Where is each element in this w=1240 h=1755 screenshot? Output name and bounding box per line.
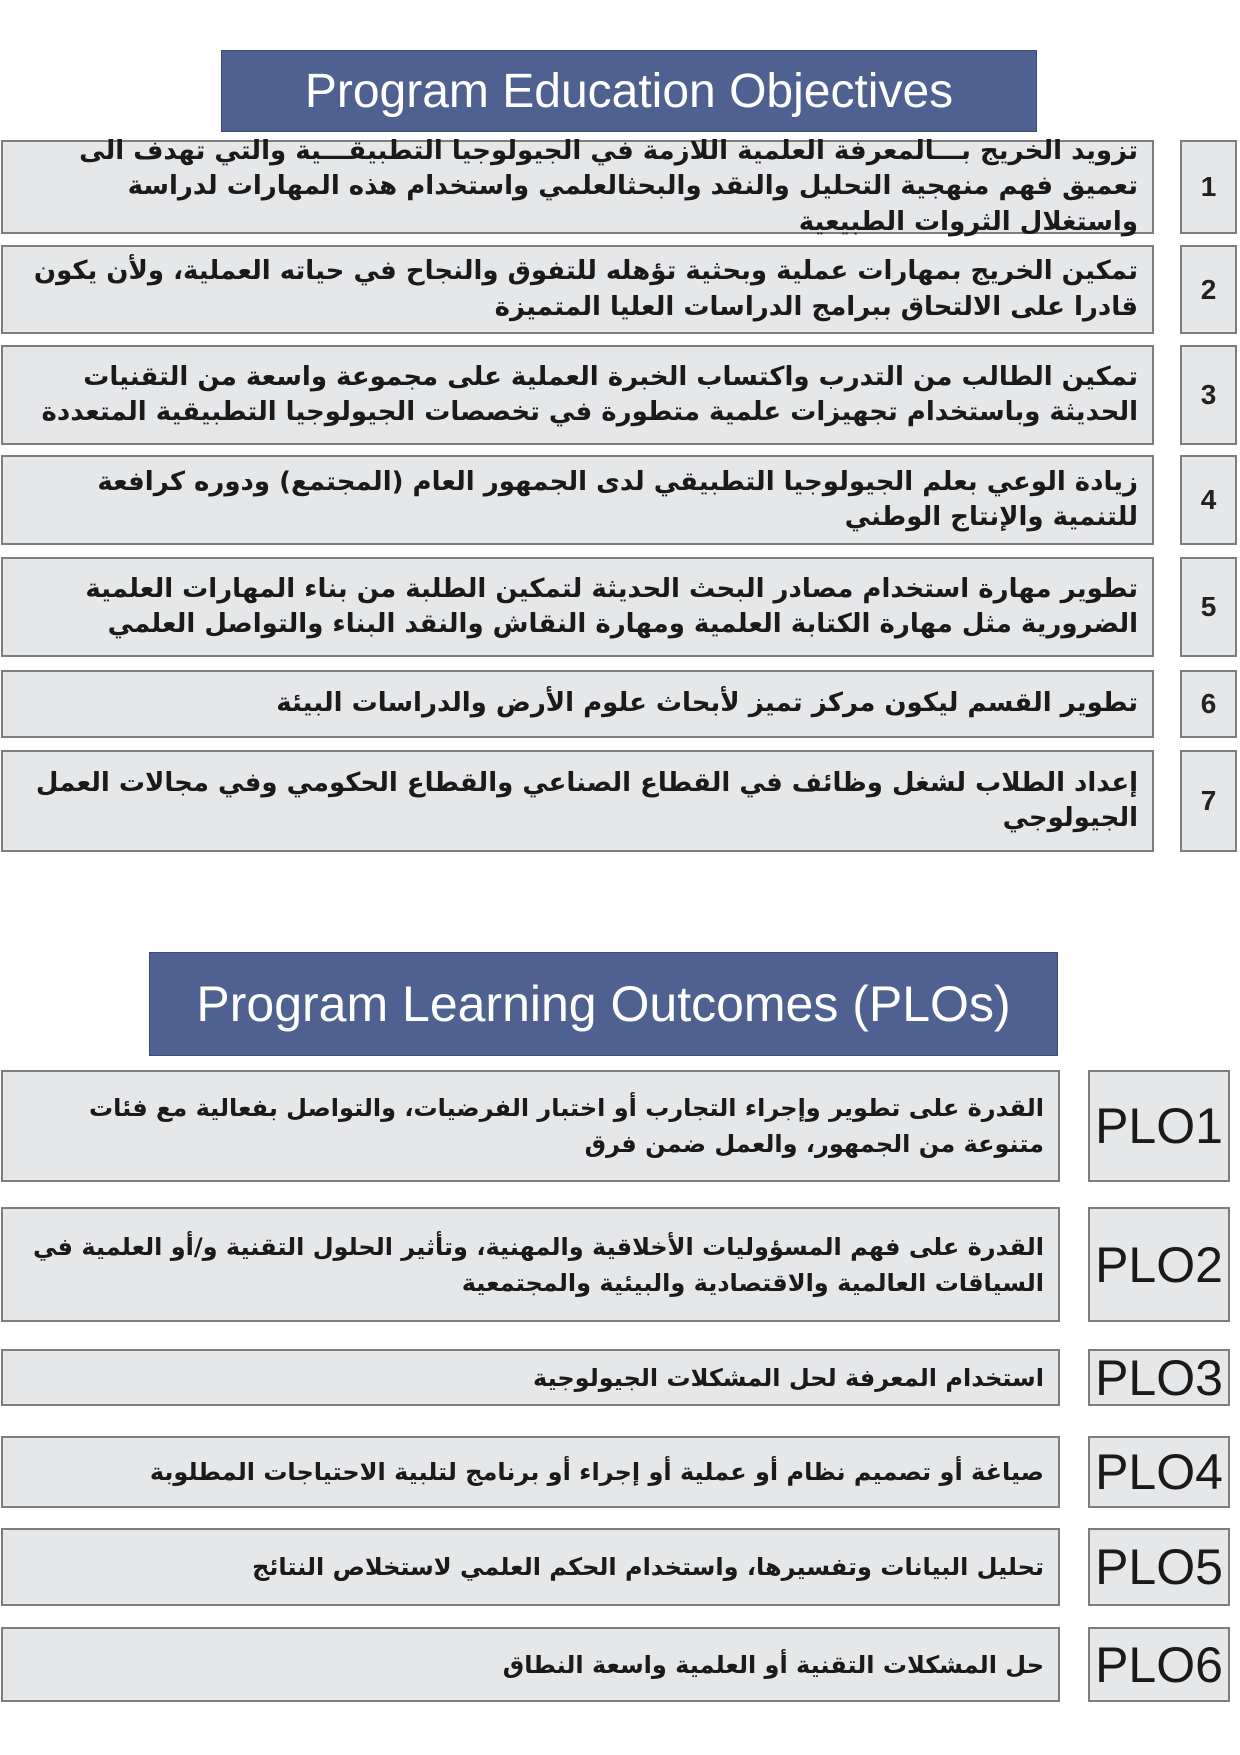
peo-item-3-text-cell [1, 345, 1154, 445]
plo-item-2-code: PLO2 [1095, 1236, 1223, 1293]
peo-item-5-number-cell [1180, 557, 1237, 657]
plo-item-6-text-cell [1, 1627, 1060, 1702]
plo-item-1-code-cell [1088, 1070, 1230, 1182]
peo-item-5-text-cell [1, 557, 1154, 657]
peo-item-2-number-cell [1180, 245, 1237, 334]
plo-item-1-text: القدرة على تطوير وإجراء التجارب أو اختبار الفرضيات، والتواصل بفعالية مع فئات متنوعة من الجمهور، والعمل ضمن فرق [89, 1094, 1044, 1158]
peo-item-7-text: إعداد الطلاب لشغل وظائف في القطاع الصناعي والقطاع الحكومي وفي مجالات العمل الجيولوجي [35, 767, 1138, 833]
peo-item-4-number-cell [1180, 455, 1237, 545]
plo-title: Program Learning Outcomes (PLOs) [196, 976, 1011, 1032]
peo-item-2-text: تمكين الخريج بمهارات عملية وبحثية تؤهله للتفوق والنجاح في حياته العملية، ولأن يكون قادرا على الالتحاق ببرامج الدراسات العليا المتميزة [33, 256, 1138, 322]
plo-item-6-code-cell [1088, 1627, 1230, 1702]
plo-item-3-text-cell [1, 1349, 1060, 1406]
plo-item-4-text: صياغة أو تصميم نظام أو عملية أو إجراء أو برنامج لتلبية الاحتياجات المطلوبة [149, 1458, 1044, 1486]
peo-item-3-text: تمكين الطالب من التدرب واكتساب الخبرة العملية على مجموعة واسعة من التقنيات الحديثة وباستخدام تجهيزات علمية متطورة في تخصصات الجيولوجيا التطبيقية المتعددة [41, 361, 1138, 427]
plo-item-6-code: PLO6 [1095, 1636, 1223, 1693]
peo-item-1-number-cell [1180, 140, 1237, 234]
peo-item-7-number-cell [1180, 750, 1237, 852]
peo-item-6-text-cell [1, 670, 1154, 738]
peo-item-1-text: تزويد الخريج بـــالمعرفة العلمية اللازمة في الجيولوجيا التطبيقـــية والتي تهدف الى تعميق فهم منهجية التحليل والنقد والبحثالعلمي واستخدام هذه المهارات لدراسة واستغلال الثروات الطبيعية [79, 136, 1138, 237]
plo-item-5-text-cell [1, 1528, 1060, 1606]
plo-item-5-text: تحليل البيانات وتفسيرها، واستخدام الحكم العلمي لاستخلاص النتائج [252, 1553, 1044, 1581]
plo-title-banner [149, 952, 1058, 1056]
peo-item-4-text: زيادة الوعي بعلم الجيولوجيا التطبيقي لدى الجمهور العام (المجتمع) ودوره كرافعة للتنمية والإنتاج الوطني [97, 466, 1138, 532]
plo-item-5-code: PLO5 [1095, 1539, 1223, 1595]
peo-item-1-text-cell [1, 136, 1154, 237]
plo-item-1-text-cell [1, 1070, 1060, 1182]
peo-item-7-text-cell [1, 750, 1154, 852]
peo-item-7-number: 7 [1200, 785, 1217, 816]
peo-item-5-text: تطوير مهارة استخدام مصادر البحث الحديثة لتمكين الطلبة من بناء المهارات العلمية الضرورية مثل مهارة الكتابة العلمية ومهارة النقاش والنقد البناء والتواصل العلمي [85, 573, 1138, 639]
peo-item-2-number: 2 [1200, 273, 1217, 305]
plo-item-1-code: PLO1 [1095, 1098, 1223, 1154]
peo-item-2-text-cell [1, 245, 1154, 334]
plo-item-3-text: استخدام المعرفة لحل المشكلات الجيولوجية [533, 1363, 1044, 1392]
plo-item-3-code-cell [1088, 1349, 1230, 1406]
peo-item-3-number: 3 [1200, 379, 1217, 410]
peo-item-5-number: 5 [1200, 591, 1217, 622]
plo-item-2-code-cell [1088, 1207, 1230, 1322]
peo-item-1-number: 1 [1200, 171, 1217, 202]
plo-item-5-code-cell [1088, 1528, 1230, 1606]
plo-item-2-text: القدرة على فهم المسؤوليات الأخلاقية والمهنية، وتأثير الحلول التقنية و/أو العلمية في السياقات العالمية والاقتصادية والبيئية والمجتمعية [33, 1232, 1044, 1297]
peo-item-3-number-cell [1180, 345, 1237, 445]
plo-item-3-code: PLO3 [1095, 1349, 1223, 1406]
peo-item-6-number: 6 [1200, 688, 1217, 719]
plo-item-4-code-cell [1088, 1436, 1230, 1508]
peo-item-6-number-cell [1180, 670, 1237, 738]
peo-title: Program Education Objectives [304, 64, 954, 118]
peo-title-banner [221, 50, 1037, 132]
plo-item-4-code: PLO4 [1095, 1444, 1223, 1500]
plo-item-6-text: حل المشكلات التقنية أو العلمية واسعة النطاق [502, 1650, 1044, 1679]
plo-item-2-text-cell [1, 1207, 1060, 1322]
peo-item-4-number: 4 [1200, 484, 1217, 515]
peo-item-4-text-cell [1, 455, 1154, 545]
plo-item-4-text-cell [1, 1436, 1060, 1508]
peo-item-6-text: تطوير القسم ليكون مركز تميز لأبحاث علوم الأرض والدراسات البيئة [276, 688, 1138, 719]
